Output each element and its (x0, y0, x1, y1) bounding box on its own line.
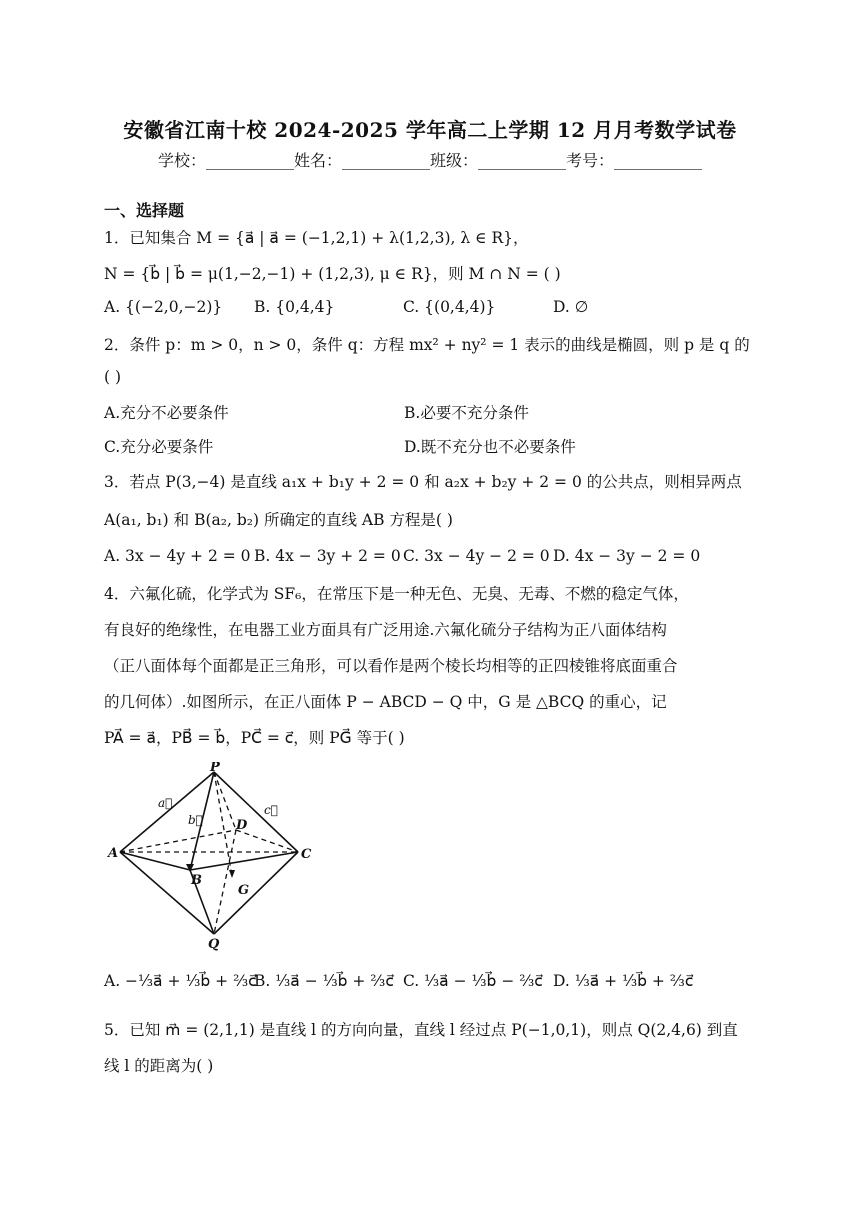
edge-ad (120, 830, 236, 852)
edge-pc (214, 772, 298, 852)
student-info-line: 学校：___________姓名：___________班级：___________考号：___________ (157, 151, 702, 170)
q4-line3: （正八面体每个面都是正三角形，可以看作是两个棱长均相等的正四棱锥将底面重合 (104, 657, 678, 675)
label-vec-b: b⃗ (188, 813, 203, 827)
q4-option-b: B. ⅓a⃗ − ⅓b⃗ + ⅔c⃗ (254, 972, 394, 990)
pg-arrowhead (229, 870, 235, 878)
q2-option-a: A.充分不必要条件 (104, 404, 229, 422)
q4-line4: 的几何体）.如图所示，在正八面体 P − ABCD − Q 中，G 是 △BCQ 的重心，记 (104, 693, 667, 711)
label-vec-c: c⃗ (264, 803, 278, 817)
q1-option-b: B. {0,4,4} (254, 298, 335, 316)
q2-option-b: B.必要不充分条件 (404, 404, 529, 422)
q5-line2: 线 l 的距离为( ) (104, 1057, 214, 1075)
q1-option-c: C. {(0,4,4)} (403, 298, 496, 316)
exam-title: 安徽省江南十校 2024-2025 学年高二上学期 12 月月考数学试卷 (123, 118, 737, 142)
label-g: G (238, 883, 250, 898)
q1-option-d: D. ∅ (553, 298, 589, 316)
q4-line5: PA⃗ = a⃗，PB⃗ = b⃗，PC⃗ = c⃗，则 PG⃗ 等于( ) (104, 729, 405, 747)
pb-arrowhead (186, 864, 194, 872)
octahedron-figure (106, 762, 326, 952)
label-a: A (108, 846, 119, 861)
edge-dc (236, 830, 298, 852)
q3-line1: 3．若点 P(3,−4) 是直线 a₁x + b₁y + 2 = 0 和 a₂x + b₂y + 2 = 0 的公共点，则相异两点 (104, 473, 742, 491)
q4-line2: 有良好的绝缘性，在电器工业方面具有广泛用途.六氟化硫分子结构为正八面体结构 (104, 621, 667, 639)
label-vec-a: a⃗ (158, 796, 173, 810)
q4-option-d: D. ⅓a⃗ + ⅓b⃗ + ⅔c⃗ (553, 972, 694, 990)
q3-option-b: B. 4x − 3y + 2 = 0 (254, 547, 401, 565)
q3-option-d: D. 4x − 3y − 2 = 0 (553, 547, 701, 565)
q4-option-c: C. ⅓a⃗ − ⅓b⃗ − ⅔c⃗ (403, 972, 543, 990)
label-p: P (210, 762, 220, 775)
section-heading: 一、选择题 (104, 201, 185, 220)
q1-line2: N = {b⃗ | b⃗ = μ(1,−2,−1) + (1,2,3), μ ∈ R}，则 M ∩ N = ( ) (104, 265, 561, 283)
q2-line1: 2．条件 p：m > 0，n > 0，条件 q：方程 mx² + ny² = 1 表示的曲线是椭圆，则 p 是 q 的 (104, 336, 750, 354)
q2-option-c: C.充分必要条件 (104, 438, 214, 456)
q5-line1: 5．已知 m⃗ = (2,1,1) 是直线 l 的方向向量，直线 l 经过点 P(−1,0,1)，则点 Q(2,4,6) 到直 (104, 1021, 738, 1039)
edge-dq (214, 830, 236, 934)
q1-line1: 1．已知集合 M = {a⃗ | a⃗ = (−1,2,1) + λ(1,2,3), λ ∈ R}， (104, 229, 529, 247)
edge-pd (214, 772, 236, 830)
label-q: Q (208, 937, 220, 952)
q1-option-a: A. {(−2,0,−2)} (104, 298, 223, 316)
q3-option-a: A. 3x − 4y + 2 = 0 (104, 547, 251, 565)
q3-option-c: C. 3x − 4y − 2 = 0 (403, 547, 550, 565)
label-d: D (236, 818, 248, 833)
label-b: B (191, 873, 202, 888)
label-c: C (301, 847, 312, 862)
edge-pa (120, 772, 214, 852)
q4-line1: 4．六氟化硫，化学式为 SF₆，在常压下是一种无色、无臭、无毒、不燃的稳定气体， (104, 585, 689, 603)
q2-line2: ( ) (104, 368, 122, 386)
q3-line2: A(a₁, b₁) 和 B(a₂, b₂) 所确定的直线 AB 方程是( ) (104, 511, 453, 529)
q4-option-a: A. −⅓a⃗ + ⅓b⃗ + ⅔c⃗ (104, 972, 257, 990)
q2-option-d: D.既不充分也不必要条件 (404, 438, 576, 456)
